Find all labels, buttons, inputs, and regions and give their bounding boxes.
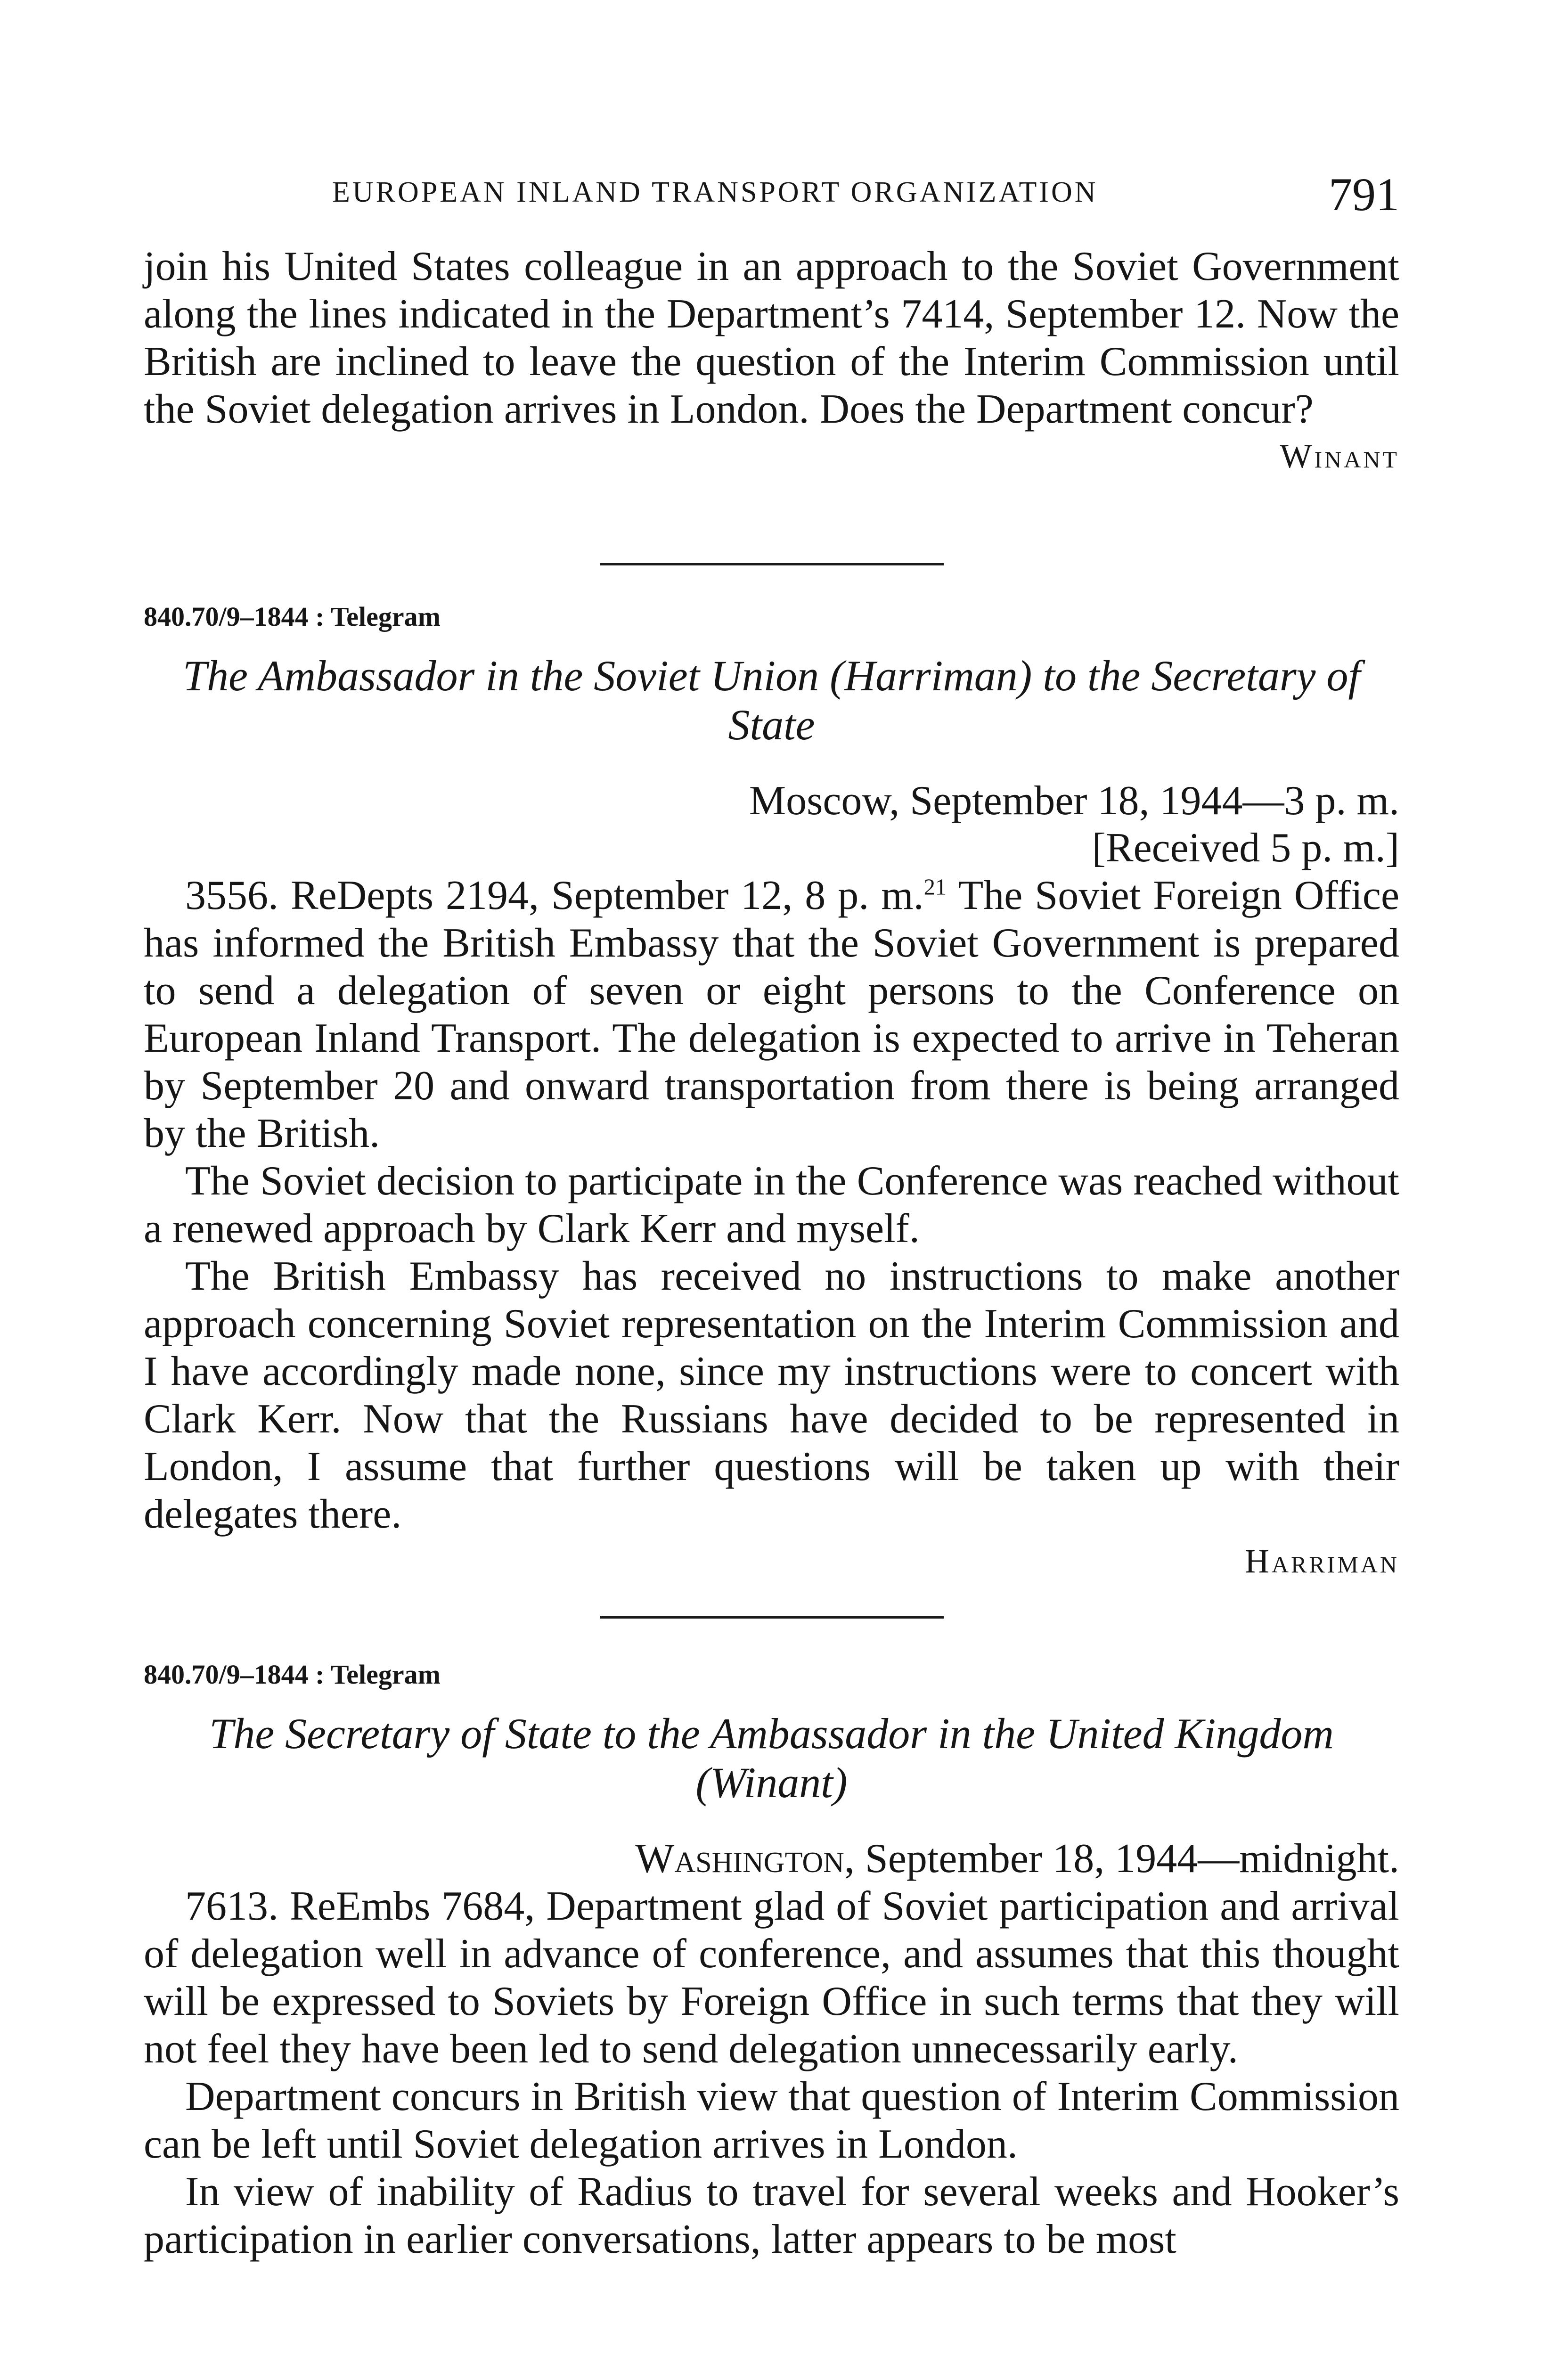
- doc2-paragraph-3: The British Embassy has received no instructions to make another approach concerning Soviet representation on the Interim Commission and I have accordingly made none, since my instructions were to concert with Clark Kerr. Now that the Russians have decided to be represented in London, I assume that further questions will be taken up with their delegates there.: [144, 1253, 1399, 1537]
- doc3-paragraph-2: Department concurs in British view that question of Interim Commission can be left until Soviet delegation arrives in London.: [144, 2074, 1399, 2167]
- running-header: [144, 167, 1399, 219]
- doc2-p1-rest: The Soviet Foreign Office has informed the British Embassy that the Soviet Government is prepared to send a delegation of seven or eight persons to the Conference on European Inland Transport. The delegation is expected to arrive in Teheran by September 20 and onward transportation from there is being arranged by the British.: [144, 873, 1400, 1156]
- doc3-file-number: 840.70/9–1844 : Telegram: [144, 1659, 441, 1690]
- doc2-p1-lead: 3556. ReDepts 2194, September 12, 8 p. m.: [185, 873, 924, 918]
- doc2-section: [144, 601, 1399, 1581]
- doc1-section: [144, 243, 1399, 476]
- doc3-dateline-place: Washington: [635, 1836, 844, 1882]
- doc2-paragraph-1: [144, 872, 1399, 1157]
- doc1-continuation: join his United States colleague in an approach to the Soviet Government along the lines indicated in the Department’s 7414, September 12. Now the British are inclined to leave the question of the Interim Commission until the Soviet delegation arrives in London. Does the Department concur?: [144, 244, 1399, 432]
- doc2-paragraph-2: The Soviet decision to participate in the Conference was reached without a renewed approach by Clark Kerr and myself.: [144, 1158, 1399, 1252]
- doc3-dateline-rest: , September 18, 1944—midnight.: [844, 1836, 1399, 1882]
- doc3-paragraph-3: In view of inability of Radius to travel for several weeks and Hooker’s participation in earlier conversations, latter appears to be most: [144, 2169, 1399, 2262]
- separator-rule-1: [144, 563, 1399, 565]
- doc2-received: [Received 5 p. m.]: [1092, 825, 1399, 871]
- page-number: 791: [1329, 168, 1399, 221]
- doc3-title: The Secretary of State to the Ambassador in the United Kingdom (Winant): [209, 1710, 1334, 1807]
- separator-rule-2: [144, 1616, 1399, 1619]
- rule: [600, 563, 944, 565]
- doc3-paragraph-1: 7613. ReEmbs 7684, Department glad of Soviet participation and arrival of delegation well in advance of conference, and assumes that this thought will be expressed to Soviets by Foreign Office in such terms that they will not feel they have been led to send delegation unnecessarily early.: [144, 1883, 1399, 2072]
- running-title: EUROPEAN INLAND TRANSPORT ORGANIZATION: [332, 176, 1098, 208]
- footnote-ref: 21: [923, 875, 947, 900]
- doc2-title: The Ambassador in the Soviet Union (Harriman) to the Secretary of State: [182, 652, 1361, 749]
- doc3-section: [144, 1659, 1399, 2263]
- doc2-file-number: 840.70/9–1844 : Telegram: [144, 601, 441, 632]
- rule: [600, 1616, 944, 1619]
- doc2-signature: Harriman: [1244, 1542, 1399, 1580]
- doc2-dateline: Moscow, September 18, 1944—3 p. m.: [749, 778, 1399, 824]
- doc1-signature: Winant: [1280, 437, 1399, 475]
- doc3-dateline: [144, 1835, 1399, 1882]
